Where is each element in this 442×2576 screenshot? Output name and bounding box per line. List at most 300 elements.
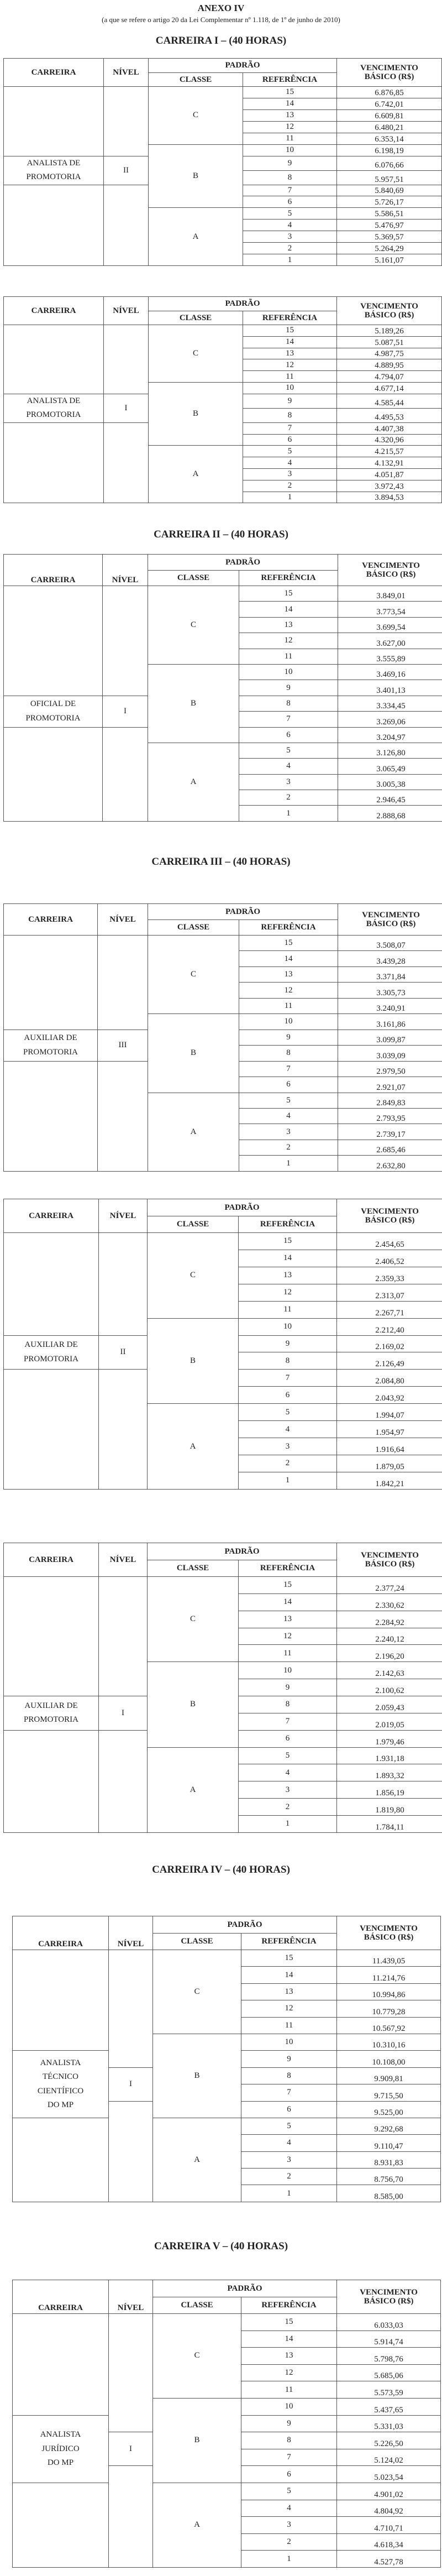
vencimento-cell: 9.110,47 xyxy=(337,2135,441,2151)
salary-table-7 xyxy=(12,1916,440,2202)
header-padrao: PADRÃO xyxy=(153,2280,337,2297)
header-padrao: PADRÃO xyxy=(148,555,338,571)
carreira-empty-cell xyxy=(4,727,103,821)
vencimento-cell: 5.264,29 xyxy=(337,243,442,254)
vencimento-cell: 2.685,46 xyxy=(338,1140,442,1155)
vencimento-cell: 4.585,44 xyxy=(337,394,442,408)
header-vencimento-line2: BÁSICO (R$) xyxy=(366,919,416,928)
referencia-cell: 3 xyxy=(239,774,338,790)
carreira-empty-cell xyxy=(4,586,103,696)
vencimento-cell: 10.108,00 xyxy=(337,2051,441,2067)
classe-cell: A xyxy=(148,1404,239,1490)
referencia-cell: 7 xyxy=(239,1713,337,1730)
vencimento-cell: 1.994,07 xyxy=(337,1404,442,1421)
header-vencimento-line2: BÁSICO (R$) xyxy=(364,2297,414,2306)
header-carreira: CARREIRA xyxy=(4,1543,99,1577)
vencimento-cell: 11.214,76 xyxy=(337,1967,441,1983)
header-classe: CLASSE xyxy=(153,2297,241,2314)
referencia-cell: 8 xyxy=(239,1696,337,1713)
header-padrao: PADRÃO xyxy=(153,1916,337,1934)
referencia-cell: 7 xyxy=(243,422,337,434)
referencia-cell: 2 xyxy=(239,790,338,806)
carreira-cell: AUXILIAR DE PROMOTORIA xyxy=(4,1696,99,1731)
vencimento-cell: 1.856,19 xyxy=(337,1781,442,1799)
referencia-cell: 15 xyxy=(239,1577,337,1594)
vencimento-cell: 4.618,34 xyxy=(337,2533,441,2551)
nivel-cell: I xyxy=(104,394,149,422)
vencimento-cell: 6.609,81 xyxy=(337,109,442,121)
classe-cell: C xyxy=(153,2314,241,2399)
classe-cell: C xyxy=(149,325,243,383)
vencimento-cell: 1.979,46 xyxy=(337,1730,442,1747)
vencimento-cell: 2.240,12 xyxy=(337,1628,442,1645)
vencimento-cell: 5.087,51 xyxy=(337,336,442,348)
nivel-empty-cell xyxy=(98,1061,148,1171)
classe-cell: B xyxy=(148,1662,239,1747)
vencimento-cell: 5.798,76 xyxy=(337,2348,441,2365)
vencimento-cell: 2.359,33 xyxy=(337,1267,442,1284)
vencimento-cell: 3.305,73 xyxy=(338,983,442,998)
referencia-cell: 2 xyxy=(241,2533,337,2551)
referencia-cell: 15 xyxy=(239,586,338,602)
referencia-cell: 4 xyxy=(239,1764,337,1781)
vencimento-cell: 8.756,70 xyxy=(337,2169,441,2185)
referencia-cell: 15 xyxy=(241,1950,337,1967)
referencia-cell: 7 xyxy=(243,185,337,196)
vencimento-cell: 2.126,49 xyxy=(337,1352,442,1370)
nivel-empty-cell xyxy=(99,1577,148,1696)
carreira-cell: OFICIAL DE PROMOTORIA xyxy=(4,696,103,727)
header-referencia: REFERÊNCIA xyxy=(241,2297,337,2314)
header-padrao: PADRÃO xyxy=(149,59,337,73)
header-vencimento-line2: BÁSICO (R$) xyxy=(364,72,414,81)
referencia-cell: 12 xyxy=(243,359,337,371)
salary-table-5 xyxy=(3,1199,442,1489)
header-vencimento xyxy=(338,555,442,586)
vencimento-cell: 1.954,97 xyxy=(337,1421,442,1438)
referencia-cell: 13 xyxy=(239,966,338,982)
vencimento-cell: 3.371,84 xyxy=(338,966,442,982)
referencia-cell: 13 xyxy=(239,617,338,633)
classe-cell: A xyxy=(153,2483,241,2567)
referencia-cell: 10 xyxy=(239,1662,337,1679)
vencimento-cell: 2.946,45 xyxy=(338,790,442,806)
header-vencimento xyxy=(337,1543,442,1577)
referencia-cell: 5 xyxy=(243,208,337,220)
vencimento-cell: 3.773,54 xyxy=(338,602,442,617)
nivel-cell: I xyxy=(109,2432,153,2466)
referencia-cell: 9 xyxy=(241,2415,337,2432)
referencia-cell: 8 xyxy=(243,170,337,185)
header-row xyxy=(4,904,442,920)
vencimento-cell: 5.685,06 xyxy=(337,2364,441,2381)
vencimento-cell: 3.699,54 xyxy=(338,617,442,633)
vencimento-cell: 3.005,38 xyxy=(338,774,442,790)
referencia-cell: 10 xyxy=(241,2398,337,2415)
referencia-cell: 14 xyxy=(239,1593,337,1611)
referencia-cell: 11 xyxy=(241,2381,337,2399)
header-vencimento-line1: VENCIMENTO xyxy=(361,1550,419,1560)
nivel-empty-cell xyxy=(109,2101,153,2202)
header-vencimento-line2: BÁSICO (R$) xyxy=(365,1216,415,1225)
table-row xyxy=(4,87,442,98)
referencia-cell: 9 xyxy=(239,1335,337,1352)
referencia-cell: 1 xyxy=(243,492,337,503)
referencia-cell: 1 xyxy=(241,2551,337,2568)
vencimento-cell: 10.567,92 xyxy=(337,2017,441,2034)
referencia-cell: 4 xyxy=(241,2135,337,2151)
vencimento-cell: 11.439,05 xyxy=(337,1950,441,1967)
referencia-cell: 3 xyxy=(239,1438,337,1455)
vencimento-cell: 2.084,80 xyxy=(337,1370,442,1387)
referencia-cell: 3 xyxy=(239,1124,338,1140)
referencia-cell: 3 xyxy=(241,2151,337,2168)
referencia-cell: 10 xyxy=(239,664,338,680)
table-row xyxy=(4,936,442,951)
classe-cell: C xyxy=(149,87,243,145)
nivel-cell: II xyxy=(99,1335,148,1370)
header-vencimento xyxy=(337,2280,441,2314)
carreira-cell: ANALISTA TÉCNICO CIENTÍFICO DO MP xyxy=(13,2051,109,2118)
vencimento-cell: 3.334,45 xyxy=(338,696,442,711)
vencimento-cell: 2.019,05 xyxy=(337,1713,442,1730)
referencia-cell: 6 xyxy=(239,1077,338,1093)
vencimento-cell: 4.132,91 xyxy=(337,457,442,469)
vencimento-cell: 5.840,69 xyxy=(337,185,442,196)
carreira-empty-cell xyxy=(13,1950,109,2051)
referencia-cell: 3 xyxy=(239,1781,337,1799)
header-vencimento-line1: VENCIMENTO xyxy=(360,301,418,311)
classe-cell: B xyxy=(148,1318,239,1404)
salary-table xyxy=(3,554,442,822)
referencia-cell: 8 xyxy=(239,1352,337,1370)
vencimento-cell: 9.525,00 xyxy=(337,2101,441,2118)
referencia-cell: 10 xyxy=(239,1318,337,1335)
vencimento-cell: 3.627,00 xyxy=(338,633,442,649)
vencimento-cell: 2.043,92 xyxy=(337,1387,442,1404)
header-vencimento-line1: VENCIMENTO xyxy=(360,1924,418,1933)
header-row xyxy=(4,297,442,311)
header-nivel: NÍVEL xyxy=(104,59,149,87)
carreira-empty-cell xyxy=(13,2483,109,2567)
header-padrao: PADRÃO xyxy=(148,1543,337,1560)
referencia-cell: 4 xyxy=(239,1108,338,1124)
vencimento-cell: 9.292,68 xyxy=(337,2118,441,2134)
nivel-cell: III xyxy=(98,1030,148,1061)
referencia-cell: 4 xyxy=(239,1421,337,1438)
vencimento-cell: 3.439,28 xyxy=(338,951,442,966)
vencimento-cell: 2.267,71 xyxy=(337,1301,442,1318)
nivel-empty-cell xyxy=(98,936,148,1030)
referencia-cell: 5 xyxy=(239,743,338,758)
header-row xyxy=(4,1543,442,1560)
header-nivel: NÍVEL xyxy=(109,1916,153,1950)
referencia-cell: 1 xyxy=(241,2185,337,2202)
carreira-cell: AUXILIAR DE PROMOTORIA xyxy=(4,1335,99,1370)
classe-cell: B xyxy=(153,2398,241,2483)
header-referencia: REFERÊNCIA xyxy=(239,1216,337,1233)
classe-cell: A xyxy=(148,1093,239,1171)
vencimento-cell: 4.051,87 xyxy=(337,468,442,480)
referencia-cell: 13 xyxy=(243,109,337,121)
vencimento-cell: 2.212,40 xyxy=(337,1318,442,1335)
vencimento-cell: 6.353,14 xyxy=(337,133,442,144)
carreira-empty-cell xyxy=(4,1370,99,1489)
carreira-empty-cell xyxy=(4,325,104,394)
vencimento-cell: 3.039,09 xyxy=(338,1046,442,1061)
vencimento-cell: 2.793,95 xyxy=(338,1108,442,1124)
vencimento-cell: 5.573,59 xyxy=(337,2381,441,2399)
vencimento-cell: 2.142,63 xyxy=(337,1662,442,1679)
salary-table xyxy=(3,1543,442,1833)
table-row xyxy=(13,2118,441,2134)
referencia-cell: 2 xyxy=(239,1140,338,1155)
vencimento-cell: 2.313,07 xyxy=(337,1284,442,1301)
vencimento-cell: 4.215,57 xyxy=(337,446,442,457)
referencia-cell: 15 xyxy=(239,936,338,951)
nivel-cell: I xyxy=(103,696,148,727)
carreira-empty-cell xyxy=(4,1061,98,1171)
referencia-cell: 8 xyxy=(241,2432,337,2449)
header-vencimento-line1: VENCIMENTO xyxy=(362,561,420,570)
carreira-empty-cell xyxy=(13,2118,109,2202)
vencimento-cell: 5.914,74 xyxy=(337,2331,441,2348)
nivel-empty-cell xyxy=(99,1370,148,1489)
vencimento-cell: 5.586,51 xyxy=(337,208,442,220)
vencimento-cell: 3.161,86 xyxy=(338,1014,442,1030)
header-padrao: PADRÃO xyxy=(148,1199,337,1216)
referencia-cell: 11 xyxy=(243,133,337,144)
referencia-cell: 12 xyxy=(239,1628,337,1645)
referencia-cell: 12 xyxy=(239,633,338,649)
referencia-cell: 2 xyxy=(239,1455,337,1472)
header-referencia: REFERÊNCIA xyxy=(241,1933,337,1950)
header-vencimento-line2: BÁSICO (R$) xyxy=(365,1560,415,1569)
header-vencimento-line2: BÁSICO (R$) xyxy=(364,1933,414,1942)
vencimento-cell: 3.849,01 xyxy=(338,586,442,602)
classe-cell: A xyxy=(148,1747,239,1832)
classe-cell: C xyxy=(148,1577,239,1662)
vencimento-cell: 10.310,16 xyxy=(337,2034,441,2050)
referencia-cell: 15 xyxy=(239,1233,337,1250)
vencimento-cell: 1.931,18 xyxy=(337,1747,442,1764)
referencia-cell: 12 xyxy=(241,2000,337,2017)
referencia-cell: 15 xyxy=(241,2314,337,2331)
header-classe: CLASSE xyxy=(153,1933,241,1950)
referencia-cell: 13 xyxy=(241,1983,337,2000)
carreira-empty-cell xyxy=(4,1233,99,1336)
document-title: ANEXO IV xyxy=(197,3,245,13)
referencia-cell: 11 xyxy=(239,998,338,1013)
referencia-cell: 10 xyxy=(241,2034,337,2050)
vencimento-cell: 4.677,14 xyxy=(337,382,442,394)
header-nivel: NÍVEL xyxy=(104,297,149,325)
vencimento-cell: 2.196,20 xyxy=(337,1645,442,1662)
table-row xyxy=(13,2314,441,2331)
vencimento-cell: 4.710,71 xyxy=(337,2517,441,2534)
referencia-cell: 13 xyxy=(241,2348,337,2365)
header-classe: CLASSE xyxy=(148,919,239,936)
vencimento-cell: 5.189,26 xyxy=(337,325,442,337)
vencimento-cell: 2.169,02 xyxy=(337,1335,442,1352)
referencia-cell: 14 xyxy=(243,336,337,348)
vencimento-cell: 2.888,68 xyxy=(338,806,442,821)
referencia-cell: 14 xyxy=(239,1250,337,1267)
salary-table-8 xyxy=(12,2280,440,2567)
header-carreira: CARREIRA xyxy=(4,297,104,325)
header-carreira: CARREIRA xyxy=(4,59,104,87)
table-row xyxy=(13,1950,441,1967)
carreira-empty-cell xyxy=(4,87,104,156)
vencimento-cell: 3.240,91 xyxy=(338,998,442,1013)
referencia-cell: 11 xyxy=(243,371,337,383)
section-title-carreira-ii: CARREIRA II – (40 HORAS) xyxy=(154,529,288,540)
vencimento-cell: 3.065,49 xyxy=(338,759,442,774)
carreira-empty-cell xyxy=(4,1730,99,1832)
header-padrao: PADRÃO xyxy=(148,904,338,920)
vencimento-cell: 4.889,95 xyxy=(337,359,442,371)
header-row xyxy=(4,555,442,571)
table-row xyxy=(4,586,442,602)
referencia-cell: 12 xyxy=(241,2364,337,2381)
referencia-cell: 2 xyxy=(243,480,337,492)
referencia-cell: 2 xyxy=(243,243,337,254)
section-title-carreira-iii: CARREIRA III – (40 HORAS) xyxy=(151,856,291,868)
header-vencimento-line1: VENCIMENTO xyxy=(360,63,418,72)
referencia-cell: 1 xyxy=(243,254,337,266)
referencia-cell: 6 xyxy=(241,2466,337,2483)
referencia-cell: 9 xyxy=(243,394,337,408)
referencia-cell: 11 xyxy=(239,649,338,664)
classe-cell: A xyxy=(149,446,243,503)
classe-cell: C xyxy=(148,586,239,665)
referencia-cell: 6 xyxy=(243,196,337,208)
referencia-cell: 9 xyxy=(239,1030,338,1045)
vencimento-cell: 5.331,03 xyxy=(337,2415,441,2432)
vencimento-cell: 2.284,92 xyxy=(337,1611,442,1628)
classe-cell: A xyxy=(148,743,239,821)
classe-cell: B xyxy=(149,144,243,208)
referencia-cell: 3 xyxy=(241,2517,337,2534)
referencia-cell: 10 xyxy=(243,382,337,394)
nivel-empty-cell xyxy=(104,185,149,265)
vencimento-cell: 4.320,96 xyxy=(337,434,442,446)
header-row xyxy=(4,1199,442,1216)
vencimento-cell: 4.527,78 xyxy=(337,2551,441,2568)
referencia-cell: 12 xyxy=(239,983,338,998)
vencimento-cell: 2.406,52 xyxy=(337,1250,442,1267)
referencia-cell: 4 xyxy=(243,457,337,469)
vencimento-cell: 2.377,24 xyxy=(337,1577,442,1594)
header-vencimento-line2: BÁSICO (R$) xyxy=(366,570,416,579)
nivel-cell: I xyxy=(109,2067,153,2101)
header-vencimento-line1: VENCIMENTO xyxy=(362,910,420,919)
referencia-cell: 14 xyxy=(239,602,338,617)
vencimento-cell: 5.369,57 xyxy=(337,231,442,243)
vencimento-cell: 3.126,80 xyxy=(338,743,442,758)
vencimento-cell: 3.401,13 xyxy=(338,680,442,696)
vencimento-cell: 4.987,75 xyxy=(337,348,442,359)
vencimento-cell: 3.469,16 xyxy=(338,664,442,680)
vencimento-cell: 6.198,19 xyxy=(337,144,442,156)
nivel-empty-cell xyxy=(103,586,148,696)
referencia-cell: 2 xyxy=(239,1799,337,1816)
vencimento-cell: 5.957,51 xyxy=(337,170,442,185)
referencia-cell: 10 xyxy=(239,1014,338,1030)
vencimento-cell: 2.100,62 xyxy=(337,1679,442,1696)
header-classe: CLASSE xyxy=(149,311,243,325)
classe-cell: B xyxy=(148,1014,239,1093)
referencia-cell: 13 xyxy=(239,1611,337,1628)
vencimento-cell: 8.931,83 xyxy=(337,2151,441,2168)
referencia-cell: 9 xyxy=(241,2051,337,2067)
vencimento-cell: 1.842,21 xyxy=(337,1472,442,1489)
salary-table xyxy=(12,2280,441,2568)
referencia-cell: 14 xyxy=(239,951,338,966)
header-vencimento-line1: VENCIMENTO xyxy=(360,2287,418,2297)
referencia-cell: 6 xyxy=(241,2101,337,2118)
referencia-cell: 4 xyxy=(243,220,337,231)
carreira-empty-cell xyxy=(4,185,104,265)
referencia-cell: 8 xyxy=(239,1046,338,1061)
vencimento-cell: 2.979,50 xyxy=(338,1061,442,1077)
vencimento-cell: 10.994,86 xyxy=(337,1983,441,2000)
header-nivel: NÍVEL xyxy=(99,1543,148,1577)
nivel-empty-cell xyxy=(104,87,149,156)
vencimento-cell: 3.555,89 xyxy=(338,649,442,664)
carreira-empty-cell xyxy=(4,1577,99,1696)
vencimento-cell: 2.330,62 xyxy=(337,1593,442,1611)
header-carreira: CARREIRA xyxy=(4,904,98,936)
carreira-cell: AUXILIAR DE PROMOTORIA xyxy=(4,1030,98,1061)
table-row xyxy=(4,1577,442,1594)
header-referencia: REFERÊNCIA xyxy=(239,919,338,936)
nivel-empty-cell xyxy=(99,1233,148,1336)
vencimento-cell: 1.879,05 xyxy=(337,1455,442,1472)
referencia-cell: 9 xyxy=(239,1679,337,1696)
header-row xyxy=(4,59,442,73)
header-classe: CLASSE xyxy=(148,1216,239,1233)
referencia-cell: 8 xyxy=(239,696,338,711)
vencimento-cell: 3.508,07 xyxy=(338,936,442,951)
header-referencia: REFERÊNCIA xyxy=(243,72,337,87)
header-classe: CLASSE xyxy=(148,1560,239,1577)
header-referencia: REFERÊNCIA xyxy=(239,1560,337,1577)
referencia-cell: 6 xyxy=(239,1387,337,1404)
vencimento-cell: 5.226,50 xyxy=(337,2432,441,2449)
referencia-cell: 7 xyxy=(241,2084,337,2101)
nivel-cell: I xyxy=(99,1696,148,1731)
vencimento-cell: 6.076,66 xyxy=(337,156,442,170)
vencimento-cell: 6.480,21 xyxy=(337,121,442,133)
header-vencimento xyxy=(337,297,442,325)
header-padrao: PADRÃO xyxy=(149,297,337,311)
header-carreira: CARREIRA xyxy=(13,2280,109,2314)
nivel-cell: II xyxy=(104,156,149,185)
classe-cell: C xyxy=(148,1233,239,1319)
header-carreira: CARREIRA xyxy=(4,1199,99,1233)
vencimento-cell: 8.585,00 xyxy=(337,2185,441,2202)
vencimento-cell: 4.804,92 xyxy=(337,2500,441,2517)
referencia-cell: 6 xyxy=(239,727,338,743)
carreira-empty-cell xyxy=(13,2314,109,2416)
referencia-cell: 7 xyxy=(239,712,338,727)
classe-cell: C xyxy=(153,1950,241,2034)
salary-table xyxy=(12,1916,441,2202)
carreira-cell: ANALISTA DE PROMOTORIA xyxy=(4,156,104,185)
referencia-cell: 7 xyxy=(241,2449,337,2466)
vencimento-cell: 5.726,17 xyxy=(337,196,442,208)
